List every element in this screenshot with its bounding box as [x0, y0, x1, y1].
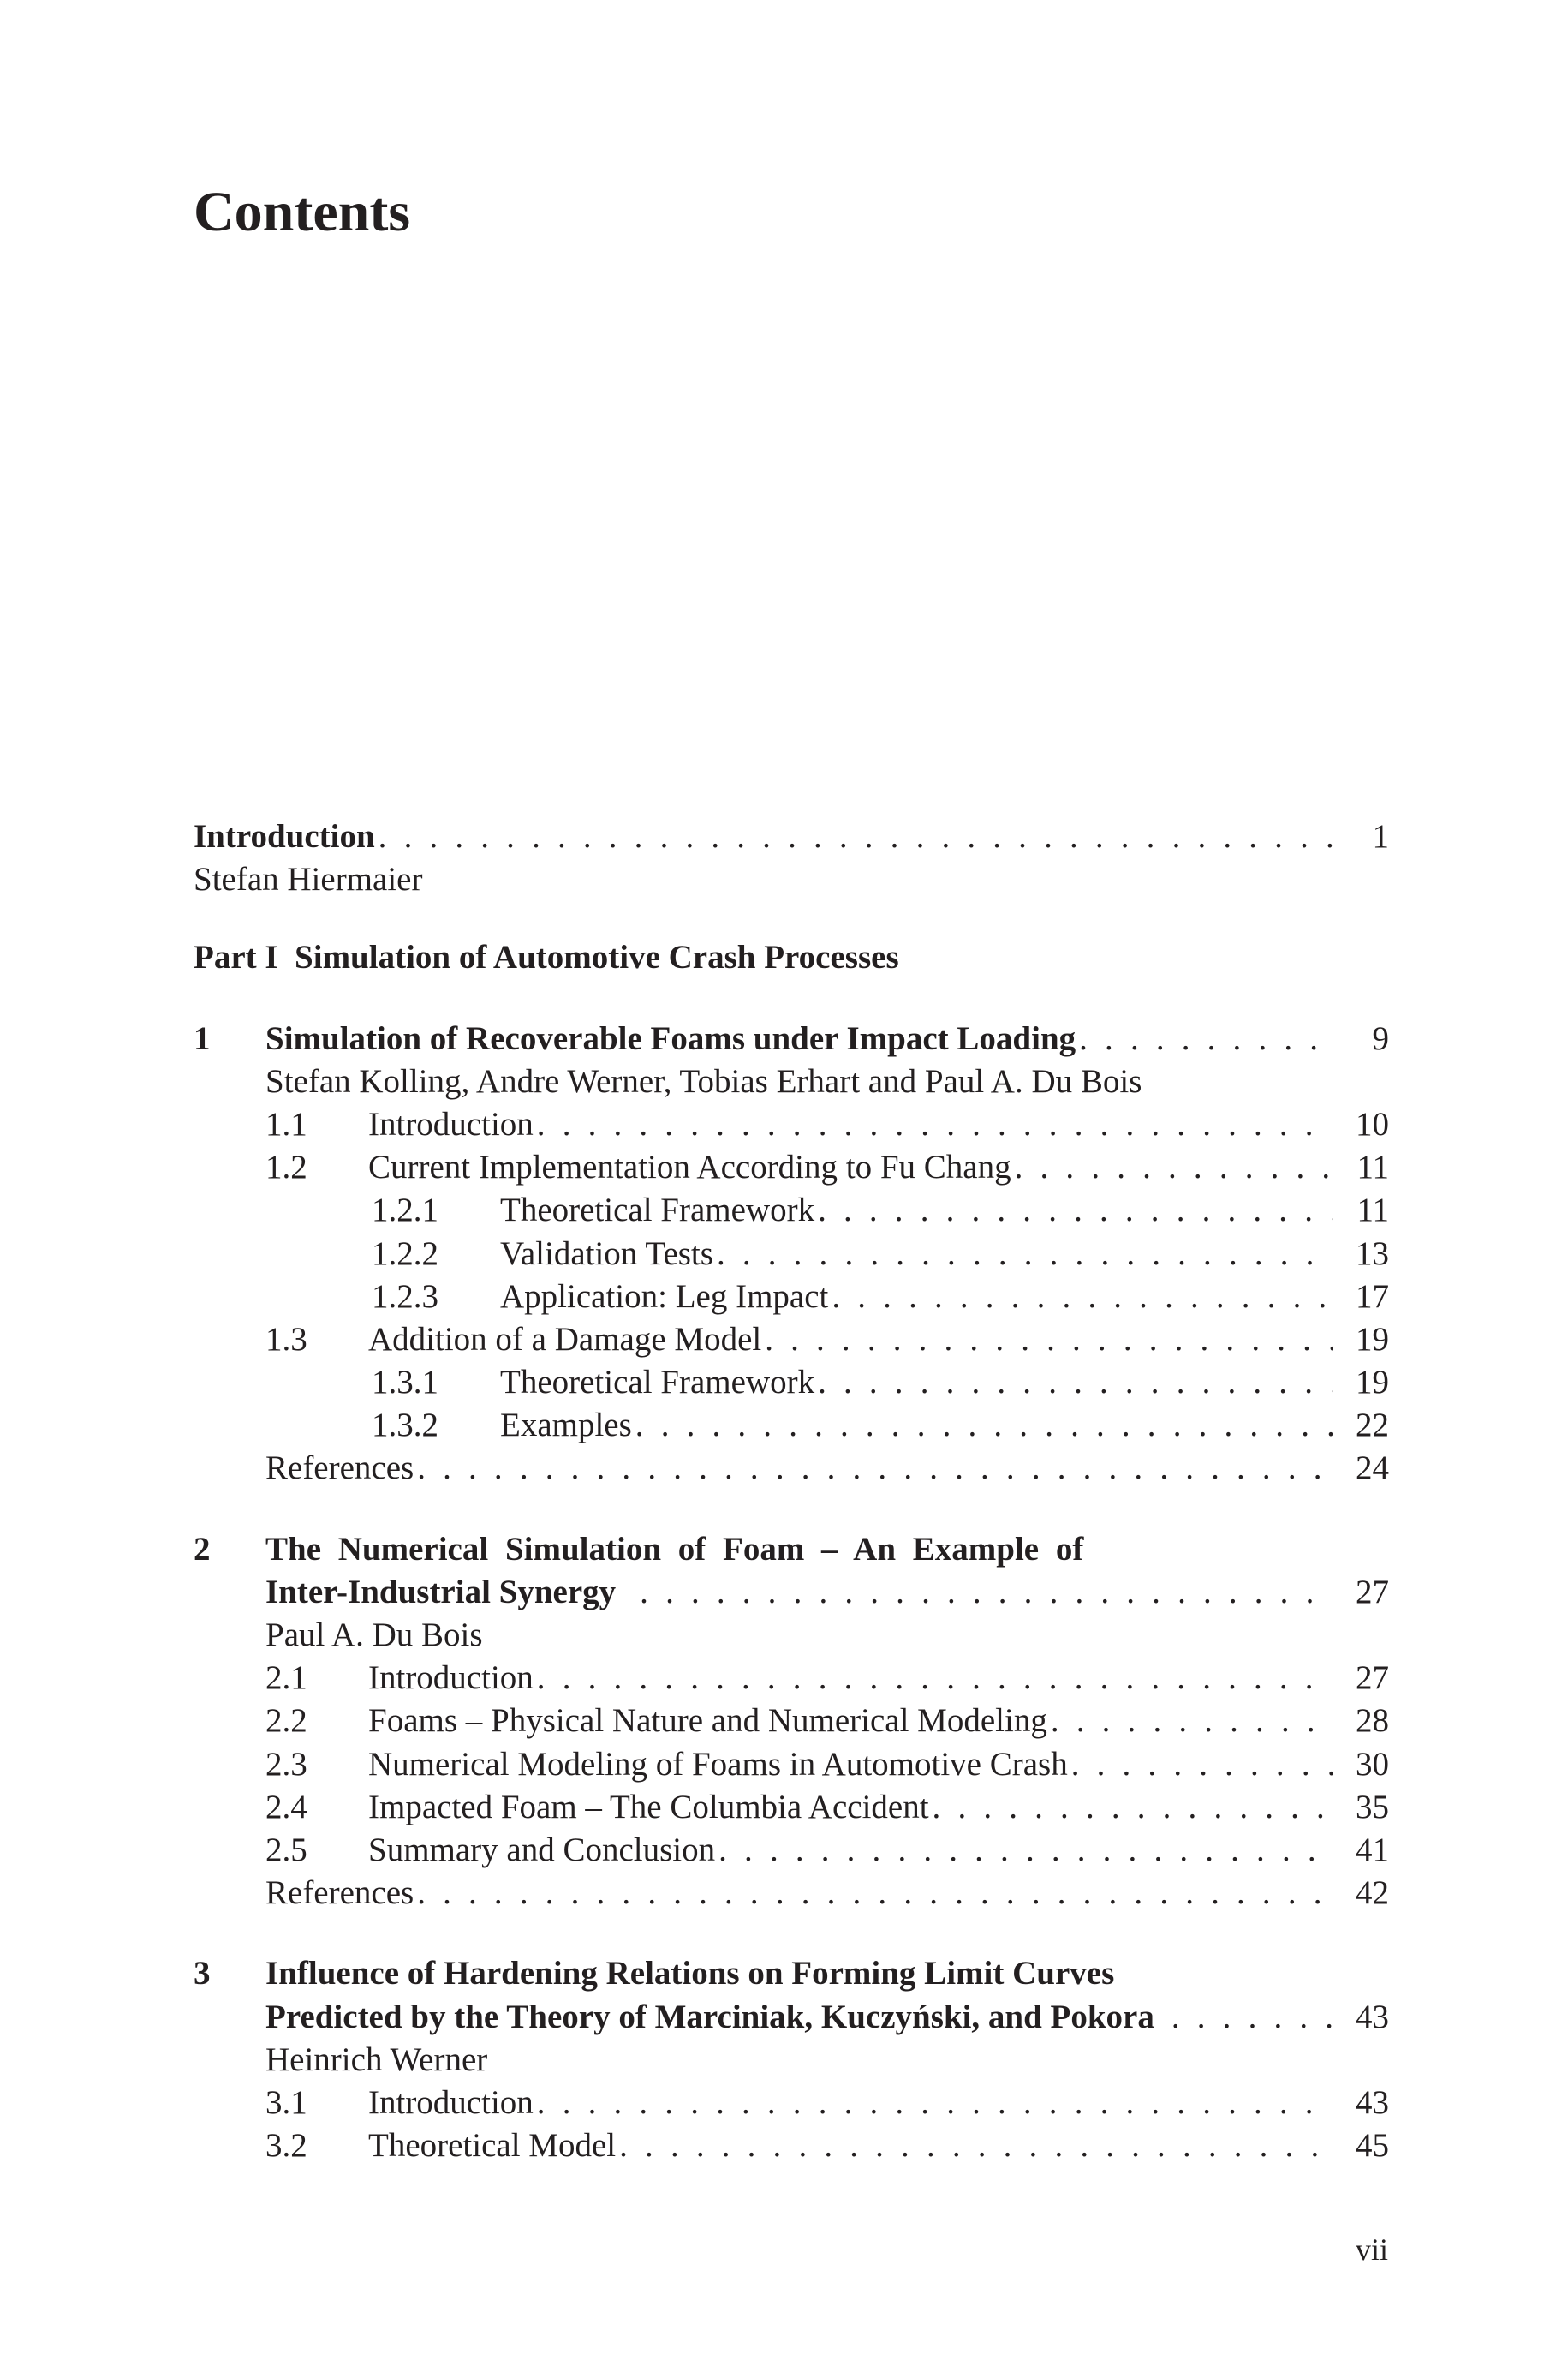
toc-entry-section[interactable] [194, 2124, 1389, 2167]
subsection-number: 1.3.2 [372, 1407, 438, 1444]
chapter-number: 2 [194, 1530, 211, 1568]
chapter-title-line-2: Inter-Industrial Synergy [265, 1573, 617, 1610]
subsection-number: 1.2.1 [372, 1192, 438, 1229]
part-heading[interactable] [194, 936, 1389, 979]
dot-leader [640, 1571, 1333, 1614]
toc-entry-chapter-2-cont[interactable] [194, 1571, 1389, 1614]
toc-entry-section[interactable] [194, 2082, 1389, 2124]
subsection-title: Application: Leg Impact [500, 1277, 829, 1315]
section-number: 1.3 [265, 1320, 307, 1358]
part-title: Part I Simulation of Automotive Crash Processes [194, 939, 899, 977]
subsection-title: Theoretical Framework [500, 1192, 815, 1229]
page-number: 11 [1356, 1192, 1389, 1229]
toc-entry-references[interactable] [194, 1872, 1389, 1915]
dot-leader [1071, 1743, 1333, 1786]
page-number: 43 [1356, 1998, 1389, 2035]
chapter-title-line-1: Influence of Hardening Relations on Forming Limit Curves [265, 1955, 1115, 1993]
toc-entry-subsection[interactable] [194, 1233, 1389, 1276]
toc-entry-references[interactable] [194, 1447, 1389, 1490]
toc-entry-subsection[interactable] [194, 1276, 1389, 1318]
section-number: 2.4 [265, 1788, 307, 1825]
toc-entry-section[interactable] [194, 1743, 1389, 1786]
section-title: Foams – Physical Nature and Numerical Modeling [368, 1702, 1047, 1740]
toc-entry-chapter-3[interactable] [194, 1952, 1389, 1995]
author-names: Stefan Kolling, Andre Werner, Tobias Erhart and Paul A. Du Bois [265, 1062, 1142, 1100]
subsection-title: Theoretical Framework [500, 1364, 815, 1401]
page-number: 11 [1356, 1149, 1389, 1186]
dot-leader [832, 1276, 1333, 1318]
page-number: 42 [1356, 1874, 1389, 1912]
section-number: 3.2 [265, 2127, 307, 2165]
dot-leader [619, 2124, 1333, 2167]
author-line [194, 1614, 1389, 1657]
page-number: 43 [1356, 2083, 1389, 2121]
section-title: Impacted Foam – The Columbia Accident [368, 1788, 929, 1825]
page-title: Contents [194, 181, 411, 243]
chapter-number: 3 [194, 1955, 211, 1993]
author-names: Paul A. Du Bois [265, 1616, 483, 1653]
toc-entry-section[interactable] [194, 1786, 1389, 1829]
dot-leader [1079, 1018, 1333, 1061]
references-title: References [265, 1874, 414, 1912]
section-title: Addition of a Damage Model [368, 1320, 762, 1358]
page-number: 30 [1356, 1745, 1389, 1783]
section-number: 2.5 [265, 1831, 307, 1868]
dot-leader [718, 1829, 1333, 1872]
subsection-number: 1.2.2 [372, 1234, 438, 1272]
toc-entry-section[interactable] [194, 1318, 1389, 1361]
toc-entry-section[interactable] [194, 1103, 1389, 1146]
dot-leader [417, 1872, 1333, 1915]
author-line [194, 2039, 1389, 2082]
page-number: 35 [1356, 1788, 1389, 1825]
author-line [194, 858, 1389, 901]
section-number: 2.3 [265, 1745, 307, 1783]
author-names: Stefan Hiermaier [194, 861, 423, 899]
section-title: Introduction [368, 1105, 534, 1143]
toc-entry-subsection[interactable] [194, 1404, 1389, 1447]
section-title: Numerical Modeling of Foams in Automotive Crash [368, 1745, 1068, 1783]
toc-entry-introduction[interactable] [194, 816, 1389, 858]
dot-leader [818, 1189, 1333, 1232]
dot-leader [537, 1103, 1333, 1146]
section-number: 3.1 [265, 2083, 307, 2121]
dot-leader [537, 1657, 1333, 1700]
author-names: Heinrich Werner [265, 2040, 488, 2078]
page-number: 27 [1356, 1659, 1389, 1697]
toc-entry-section[interactable] [194, 1146, 1389, 1189]
subsection-title: Examples [500, 1407, 632, 1444]
chapter-title-line-2: Predicted by the Theory of Marciniak, Kuczyński, and Pokora [265, 1998, 1154, 2035]
entry-title: Introduction [194, 818, 375, 855]
dot-leader [537, 2082, 1333, 2124]
chapter-title-line-1: The Numerical Simulation of Foam – An Example of [265, 1530, 1084, 1568]
page-number: 27 [1356, 1573, 1389, 1610]
page-number: 10 [1356, 1105, 1389, 1143]
section-number: 2.2 [265, 1702, 307, 1740]
toc-entry-subsection[interactable] [194, 1361, 1389, 1404]
dot-leader [379, 816, 1333, 858]
page-number: 19 [1356, 1320, 1389, 1358]
subsection-title: Validation Tests [500, 1234, 713, 1272]
page-number: 13 [1356, 1234, 1389, 1272]
page-number: 24 [1356, 1449, 1389, 1487]
section-number: 1.2 [265, 1149, 307, 1186]
page-number: 1 [1372, 818, 1389, 855]
section-title: Introduction [368, 2083, 534, 2121]
dot-leader [765, 1318, 1333, 1361]
toc-entry-chapter-2[interactable] [194, 1528, 1389, 1571]
section-number: 2.1 [265, 1659, 307, 1697]
section-title: Current Implementation According to Fu Chang [368, 1149, 1011, 1186]
page-number: 9 [1372, 1019, 1389, 1057]
dot-leader [717, 1233, 1333, 1276]
page-number: 41 [1356, 1831, 1389, 1868]
chapter-number: 1 [194, 1019, 211, 1057]
chapter-title: Simulation of Recoverable Foams under Impact Loading [265, 1019, 1076, 1057]
section-title: Theoretical Model [368, 2127, 617, 2165]
page-number: 45 [1356, 2127, 1389, 2165]
toc-entry-chapter-3-cont[interactable] [194, 1996, 1389, 2039]
page-folio: vii [1355, 2232, 1388, 2267]
page-number: 28 [1356, 1702, 1389, 1740]
dot-leader [1051, 1700, 1333, 1742]
dot-leader [1172, 1996, 1333, 2039]
author-line [194, 1061, 1389, 1103]
toc-entry-chapter-1[interactable] [194, 1018, 1389, 1061]
table-of-contents [194, 816, 1389, 2167]
subsection-number: 1.3.1 [372, 1364, 438, 1401]
dot-leader [635, 1404, 1333, 1447]
section-number: 1.1 [265, 1105, 307, 1143]
page-number: 22 [1356, 1407, 1389, 1444]
page-number: 19 [1356, 1364, 1389, 1401]
references-title: References [265, 1449, 414, 1487]
toc-entry-subsection[interactable] [194, 1189, 1389, 1232]
section-title: Introduction [368, 1659, 534, 1697]
toc-entry-section[interactable] [194, 1700, 1389, 1742]
section-title: Summary and Conclusion [368, 1831, 716, 1868]
dot-leader [1015, 1146, 1333, 1189]
dot-leader [933, 1786, 1333, 1829]
page-number: 17 [1356, 1277, 1389, 1315]
toc-entry-section[interactable] [194, 1829, 1389, 1872]
dot-leader [417, 1447, 1333, 1490]
dot-leader [818, 1361, 1333, 1404]
toc-entry-section[interactable] [194, 1657, 1389, 1700]
subsection-number: 1.2.3 [372, 1277, 438, 1315]
